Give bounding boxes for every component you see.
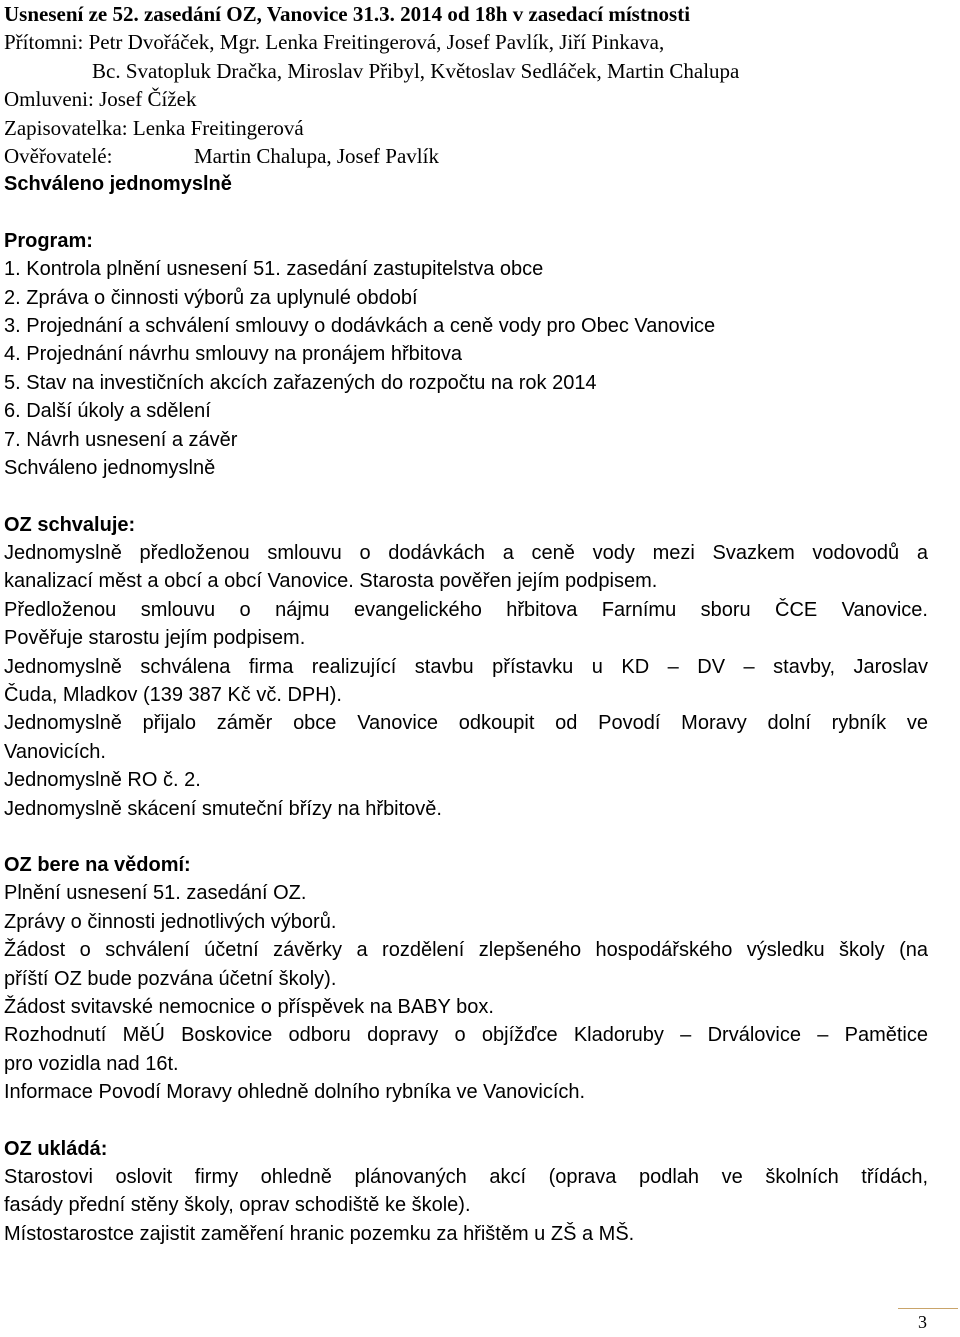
verifiers-line [4,142,928,170]
program-item: 2. Zpráva o činnosti výborů za uplynulé období [4,286,418,309]
tasks-line: fasády přední stěny školy, oprav schodiště ke škole). [4,1194,471,1217]
excused-line: Omluveni: Josef Čížek [4,87,197,112]
program-list [4,255,928,454]
recorder-line: Zapisovatelka: Lenka Freitingerová [4,115,304,140]
footer-rule [898,1308,958,1309]
approves-paragraph-line: kanalizací měst a obcí a obcí Vanovice. Starosta pověřen jejím podpisem. [4,570,658,593]
approves-paragraph-line: Jednomyslně schválena firma realizující stavbu přístavku u KD – DV – stavby, Jaroslav [4,655,928,678]
program-approved: Schváleno jednomyslně [4,457,216,480]
document-page [4,0,928,1248]
notes-line: Rozhodnutí MěÚ Boskovice odboru dopravy o objížďce Kladoruby – Drválovice – Pamětice [4,1024,928,1047]
spacer [4,823,928,851]
spacer [4,483,928,511]
notes-heading: OZ bere na vědomí: [4,853,191,876]
notes-line: pro vozidla nad 16t. [4,1052,179,1075]
verifiers-label: Ověřovatelé: [4,144,113,169]
notes-line: příští OZ bude pozvána účetní školy). [4,967,337,990]
document-title: Usnesení ze 52. zasedání OZ, Vanovice 31.3. 2014 od 18h v zasedací místnosti [4,2,691,26]
approves-paragraph-line: Pověřuje starostu jejím podpisem. [4,627,306,650]
attendees-line-1: Přítomni: Petr Dvořáček, Mgr. Lenka Freitingerová, Josef Pavlík, Jiří Pinkava, [4,30,665,55]
notes-line: Žádost svitavské nemocnice o příspěvek na BABY box. [4,996,494,1018]
program-item: 7. Návrh usnesení a závěr [4,428,238,451]
program-item: 6. Další úkoly a sdělení [4,400,211,423]
approves-paragraph-line: Vanovicích. [4,740,106,763]
approves-paragraph-line: Jednomyslně předloženou smlouvu o dodávkách a ceně vody mezi Svazkem vodovodů a [4,541,928,564]
approves-paragraph-line: Čuda, Mladkov (139 387 Kč vč. DPH). [4,683,342,706]
program-item: 1. Kontrola plnění usnesení 51. zasedání zastupitelstva obce [4,258,544,281]
program-item: 5. Stav na investičních akcích zařazených do rozpočtu na rok 2014 [4,371,597,394]
program-heading: Program: [4,229,93,252]
notes-line: Plnění usnesení 51. zasedání OZ. [4,882,307,905]
approves-paragraph-line: Jednomyslně přijalo záměr obce Vanovice odkoupit od Povodí Moravy dolní rybník ve [4,712,928,735]
notes-line: Informace Povodí Moravy ohledně dolního rybníka ve Vanovicích. [4,1081,586,1104]
program-item: 3. Projednání a schválení smlouvy o dodávkách a ceně vody pro Obec Vanovice [4,315,716,338]
spacer [4,199,928,227]
page-number: 3 [918,1312,927,1332]
tasks-line: Starostovi oslovit firmy ohledně plánovaných akcí (oprava podlah ve školních třídách, [4,1166,928,1189]
approves-paragraph-line: Předloženou smlouvu o nájmu evangelického hřbitova Farnímu sboru ČCE Vanovice. [4,598,928,621]
attendees-line-2: Bc. Svatopluk Dračka, Miroslav Přibyl, Květoslav Sedláček, Martin Chalupa [92,58,740,83]
spacer [4,1107,928,1135]
program-item: 4. Projednání návrhu smlouvy na pronájem hřbitova [4,343,463,366]
verifiers-names: Martin Chalupa, Josef Pavlík [194,144,439,169]
approves-paragraph-line: Jednomyslně skácení smuteční břízy na hřbitově. [4,797,442,820]
notes-line: Žádost o schválení účetní závěrky a rozdělení zlepšeného hospodářského výsledku školy (na [4,939,928,962]
tasks-line: Místostarostce zajistit zaměření hranic pozemku za hřištěm u ZŠ a MŠ. [4,1222,635,1245]
header-approved: Schváleno jednomyslně [4,173,232,196]
notes-line: Zprávy o činnosti jednotlivých výborů. [4,910,337,933]
tasks-heading: OZ ukládá: [4,1137,108,1160]
approves-paragraph-line: Jednomyslně RO č. 2. [4,769,201,792]
approves-heading: OZ schvaluje: [4,513,136,536]
